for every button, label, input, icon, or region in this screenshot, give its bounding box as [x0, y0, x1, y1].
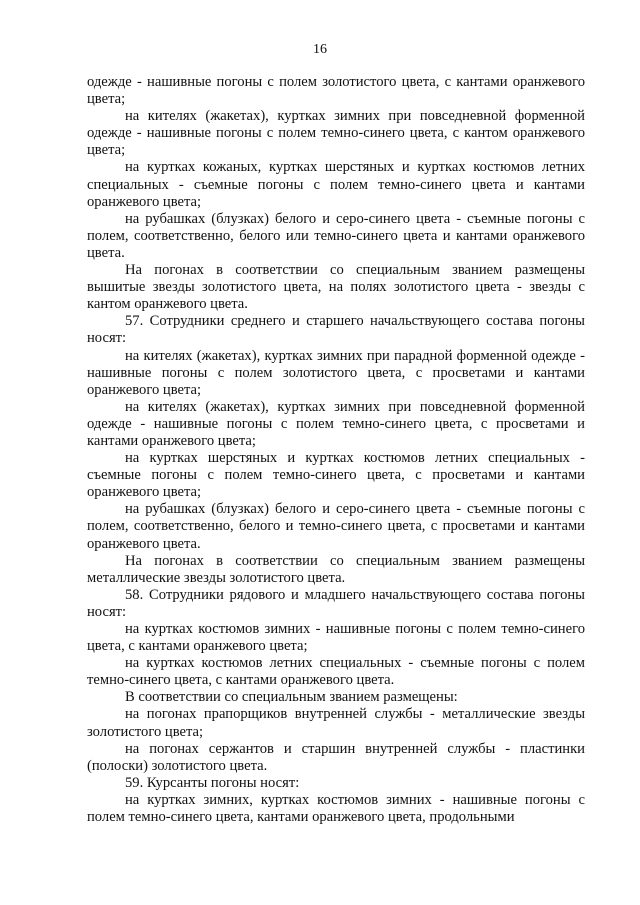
paragraph: на кителях (жакетах), куртках зимних при повседневной форменной одежде - нашивные погоны с полем темно-синего цвета, с просветами и кантами оранжевого цвета;: [87, 398, 585, 449]
paragraph: на погонах сержантов и старшин внутренней службы - пластинки (полоски) золотистого цвета.: [87, 740, 585, 774]
page-number: 16: [313, 42, 327, 57]
paragraph: на куртках шерстяных и куртках костюмов летних специальных - съемные погоны с полем темно-синего цвета, с просветами и кантами оранжевого цвета;: [87, 450, 585, 501]
paragraph: одежде - нашивные погоны с полем золотистого цвета, с кантами оранжевого цвета;: [87, 74, 585, 108]
paragraph: на куртках кожаных, куртках шерстяных и куртках костюмов летних специальных - съемные погоны с полем темно-синего цвета и кантами оранжевого цвета;: [87, 159, 585, 210]
paragraph: на кителях (жакетах), куртках зимних при повседневной форменной одежде - нашивные погоны с полем темно-синего цвета, с кантом оранжевого цвета;: [87, 108, 585, 159]
paragraph: на погонах прапорщиков внутренней службы - металлические звезды золотистого цвета;: [87, 706, 585, 740]
paragraph: на рубашках (блузках) белого и серо-синего цвета - съемные погоны с полем, соответственно, белого или темно-синего цвета и кантами оранжевого цвета.: [87, 210, 585, 261]
paragraph: на куртках костюмов летних специальных - съемные погоны с полем темно-синего цвета, с кантами оранжевого цвета.: [87, 655, 585, 689]
paragraph: На погонах в соответствии со специальным званием размещены металлические звезды золотистого цвета.: [87, 552, 585, 586]
paragraph: на куртках костюмов зимних - нашивные погоны с полем темно-синего цвета, с кантами оранжевого цвета;: [87, 621, 585, 655]
paragraph: В соответствии со специальным званием размещены:: [125, 689, 458, 706]
paragraph: на рубашках (блузках) белого и серо-синего цвета - съемные погоны с полем, соответственно, белого и темно-синего цвета, с просветами и кантами оранжевого цвета.: [87, 501, 585, 552]
paragraph: 58. Сотрудники рядового и младшего начальствующего состава погоны носят:: [87, 586, 585, 620]
paragraph: на куртках зимних, куртках костюмов зимних - нашивные погоны с полем темно-синего цвета, кантами оранжевого цвета, продольными: [87, 791, 585, 826]
document-body: [87, 74, 585, 826]
paragraph: На погонах в соответствии со специальным званием размещены вышитые звезды золотистого цвета, на полях золотистого цвета - звезды с кантом оранжевого цвета.: [87, 262, 585, 313]
paragraph: 59. Курсанты погоны носят:: [125, 774, 300, 791]
paragraph: на кителях (жакетах), куртках зимних при парадной форменной одежде - нашивные погоны с полем золотистого цвета, с просветами и кантами оранжевого цвета;: [87, 347, 585, 398]
paragraph: 57. Сотрудники среднего и старшего начальствующего состава погоны носят:: [87, 313, 585, 347]
